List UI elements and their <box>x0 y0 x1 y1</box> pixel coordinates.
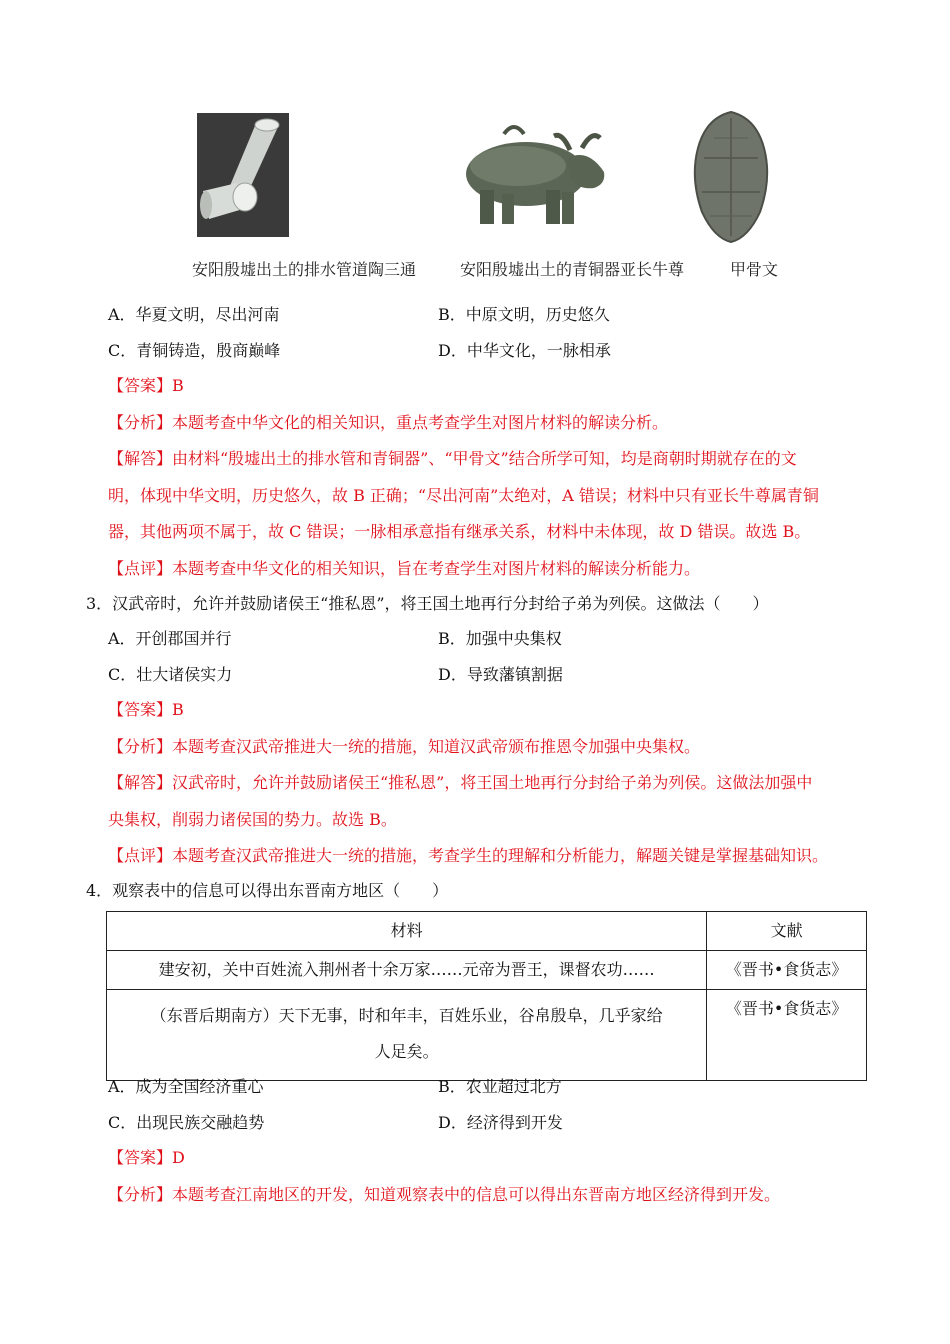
q4-option-d: D．经济得到开发 <box>438 1113 563 1132</box>
q3-answer: 【答案】B <box>108 700 184 719</box>
figure-caption-oracle-bone: 甲骨文 <box>730 260 779 279</box>
table-cell-material: 建安初，关中百姓流入荆州者十余万家……元帝为晋王，课督农功…… <box>107 951 707 990</box>
q4-source-table <box>106 911 867 1081</box>
table-header-source: 文献 <box>707 912 867 951</box>
q2-option-d: D．中华文化，一脉相承 <box>438 341 611 360</box>
bronze-ox-photo <box>458 118 608 230</box>
table-cell-source: 《晋书•食货志》 <box>707 990 867 1081</box>
q2-answer: 【答案】B <box>108 376 184 395</box>
q2-solution-line-2: 明，体现中华文明，历史悠久，故 B 正确；“尽出河南”太绝对，A 错误；材料中只有亚长牛尊属青铜 <box>108 486 819 505</box>
q4-option-a: A．成为全国经济重心 <box>108 1077 264 1096</box>
q4-stem: 4．观察表中的信息可以得出东晋南方地区（ ） <box>86 881 449 900</box>
q3-analysis: 【分析】本题考查汉武帝推进大一统的措施，知道汉武帝颁布推恩令加强中央集权。 <box>108 737 701 756</box>
q3-comment: 【点评】本题考查汉武帝推进大一统的措施，考查学生的理解和分析能力，解题关键是掌握基础知识。 <box>108 846 829 865</box>
q3-option-a: A．开创郡国并行 <box>108 629 232 648</box>
table-cell-material: （东晋后期南方）天下无事，时和年丰，百姓乐业，谷帛殷阜，几乎家给人足矣。 <box>107 990 707 1081</box>
q3-solution-line-2: 央集权，削弱力诸侯国的势力。故选 B。 <box>108 810 397 829</box>
q3-option-c: C．壮大诸侯实力 <box>108 665 233 684</box>
q2-option-b: B．中原文明，历史悠久 <box>438 305 610 324</box>
q2-solution-line-3: 器，其他两项不属于，故 C 错误；一脉相承意指有继承关系，材料中未体现，故 D 错误。故选 B。 <box>108 522 811 541</box>
q3-option-b: B．加强中央集权 <box>438 629 562 648</box>
table-header-row <box>107 912 867 951</box>
table-cell-source: 《晋书•食货志》 <box>707 951 867 990</box>
q2-analysis: 【分析】本题考查中华文化的相关知识，重点考查学生对图片材料的解读分析。 <box>108 413 669 432</box>
table-row <box>107 990 867 1081</box>
figure-caption-drainage: 安阳殷墟出土的排水管道陶三通 <box>192 260 417 279</box>
figure-caption-bronze-ox: 安阳殷墟出土的青铜器亚长牛尊 <box>460 260 685 279</box>
table-row <box>107 951 867 990</box>
q4-option-b: B．农业超过北方 <box>438 1077 562 1096</box>
oracle-bone-photo <box>690 108 772 244</box>
q4-option-c: C．出现民族交融趋势 <box>108 1113 265 1132</box>
q2-option-a: A．华夏文明，尽出河南 <box>108 305 280 324</box>
q2-option-c: C．青铜铸造，殷商巅峰 <box>108 341 281 360</box>
q3-option-d: D．导致藩镇割据 <box>438 665 563 684</box>
q2-comment: 【点评】本题考查中华文化的相关知识，旨在考查学生对图片材料的解读分析能力。 <box>108 559 701 578</box>
q2-solution-line-1: 【解答】由材料“殷墟出土的排水管和青铜器”、“甲骨文”结合所学可知，均是商朝时期就存在的文 <box>108 449 797 468</box>
q3-stem: 3．汉武帝时，允许并鼓励诸侯王“推私恩”，将王国土地再行分封给子弟为列侯。这做法（ ） <box>86 594 769 613</box>
q3-solution-line-1: 【解答】汉武帝时，允许并鼓励诸侯王“推私恩”，将王国土地再行分封给子弟为列侯。这做法加强中 <box>108 773 813 792</box>
table-header-material: 材料 <box>107 912 707 951</box>
drainage-pipe-photo <box>197 113 289 237</box>
q4-analysis: 【分析】本题考查江南地区的开发，知道观察表中的信息可以得出东晋南方地区经济得到开发。 <box>108 1185 781 1204</box>
q4-answer: 【答案】D <box>108 1148 185 1167</box>
